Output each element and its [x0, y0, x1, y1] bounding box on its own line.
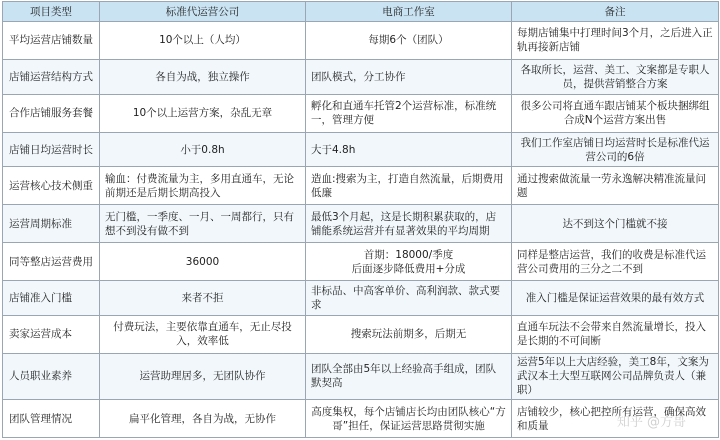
cell-notes: 通过搜索做流量一劳永逸解决精准流量问题: [512, 167, 719, 205]
cell-standard-company: 各自为战，独立操作: [100, 59, 306, 94]
cell-notes: 运营5年以上大店经验，美工8年，文案为武汉本土大型互联网公司品牌负责人（兼职）: [512, 353, 719, 399]
cell-ecommerce-studio: 非标品、中高客单价、高利润款、款式要求: [306, 281, 512, 316]
row-label: 人员职业素养: [3, 353, 100, 399]
cell-notes: 我们工作室店铺日均运营时长是标准代运营公司的6倍: [512, 132, 719, 167]
table-row: [3, 316, 719, 354]
cell-notes: 达不到这个门槛就不接: [512, 205, 719, 243]
cell-standard-company: 36000: [100, 243, 306, 281]
cell-ecommerce-studio: 最低3个月起，这是长期积累获取的，店铺能系统运营并有显著效果的平均周期: [306, 205, 512, 243]
comparison-table: [2, 1, 719, 438]
row-label: 运营核心技术侧重: [3, 167, 100, 205]
cell-standard-company: 付费玩法，主要依靠直通车，无止尽投入，效率低: [100, 316, 306, 354]
cell-standard-company: 来者不拒: [100, 281, 306, 316]
header-ecommerce-studio: 电商工作室: [306, 2, 512, 22]
row-label: 卖家运营成本: [3, 316, 100, 354]
row-label: 平均运营店铺数量: [3, 22, 100, 60]
table-row: [3, 400, 719, 438]
cell-notes: 直通车玩法不会带来自然流量增长，投入是长期的不可间断: [512, 316, 719, 354]
table-row: [3, 22, 719, 60]
table-row: [3, 243, 719, 281]
table-header-row: [3, 2, 719, 22]
row-label: 店铺准入门槛: [3, 281, 100, 316]
table-row: [3, 353, 719, 399]
table-row: [3, 94, 719, 132]
header-standard-company: 标准代运营公司: [100, 2, 306, 22]
cell-ecommerce-studio: 造血:搜索为主，打造自然流量，后期费用低廉: [306, 167, 512, 205]
row-label: 合作店铺服务套餐: [3, 94, 100, 132]
cell-ecommerce-studio: 孵化和直通车托管2个运营标准，标准统一，管理方便: [306, 94, 512, 132]
header-notes: 备注: [512, 2, 719, 22]
cell-ecommerce-studio: 团队模式，分工协作: [306, 59, 512, 94]
cell-standard-company: 无门槛，一季度、一月、一周都行，只有想不到没有做不到: [100, 205, 306, 243]
table-row: [3, 167, 719, 205]
cell-notes: 每期店铺集中打理时间3个月，之后进入正轨再接新店铺: [512, 22, 719, 60]
cell-standard-company: 小于0.8h: [100, 132, 306, 167]
row-label: 店铺日均运营时长: [3, 132, 100, 167]
cell-standard-company: 输血：付费流量为主，多用直通车，无论前期还是后期长期高投入: [100, 167, 306, 205]
cell-ecommerce-studio: 团队全部由5年以上经验高手组成，团队默契高: [306, 353, 512, 399]
cell-ecommerce-studio: 高度集权，每个店铺店长均由团队核心“方哥”担任，保证运营思路贯彻实施: [306, 400, 512, 438]
row-label: 运营周期标准: [3, 205, 100, 243]
cell-notes: 准入门槛是保证运营效果的最有效方式: [512, 281, 719, 316]
row-label: 同等整店运营费用: [3, 243, 100, 281]
cell-ecommerce-studio: 大于4.8h: [306, 132, 512, 167]
cell-ecommerce-studio: 每期6个（团队）: [306, 22, 512, 60]
cell-notes: 同样是整店运营，我们的收费是标准代运营公司费用的三分之二不到: [512, 243, 719, 281]
cell-standard-company: 扁平化管理，各自为战，无协作: [100, 400, 306, 438]
table-row: [3, 59, 719, 94]
cell-standard-company: 运营助理居多，无团队协作: [100, 353, 306, 399]
table-row: [3, 132, 719, 167]
table-row: [3, 281, 719, 316]
header-project-type: 项目类型: [3, 2, 100, 22]
cell-ecommerce-studio: 搜索玩法前期多，后期无: [306, 316, 512, 354]
cell-standard-company: 10个以上运营方案，杂乱无章: [100, 94, 306, 132]
cell-standard-company: 10个以上（人均）: [100, 22, 306, 60]
row-label: 店铺运营结构方式: [3, 59, 100, 94]
row-label: 团队管理情况: [3, 400, 100, 438]
watermark: 知乎 @方哥: [616, 415, 686, 430]
cell-notes: 店铺较少，核心把控所有运营，确保高效和质量: [512, 400, 719, 438]
table-row: [3, 205, 719, 243]
table-body: [3, 22, 719, 438]
cell-notes: 很多公司将直通车跟店铺某个板块捆绑组合成N个运营方案出售: [512, 94, 719, 132]
cell-notes: 各取所长，运营、美工、文案都是专职人员，提供营销整合方案: [512, 59, 719, 94]
cell-ecommerce-studio: 首期：18000/季度 后面逐步降低费用+分成: [306, 243, 512, 281]
